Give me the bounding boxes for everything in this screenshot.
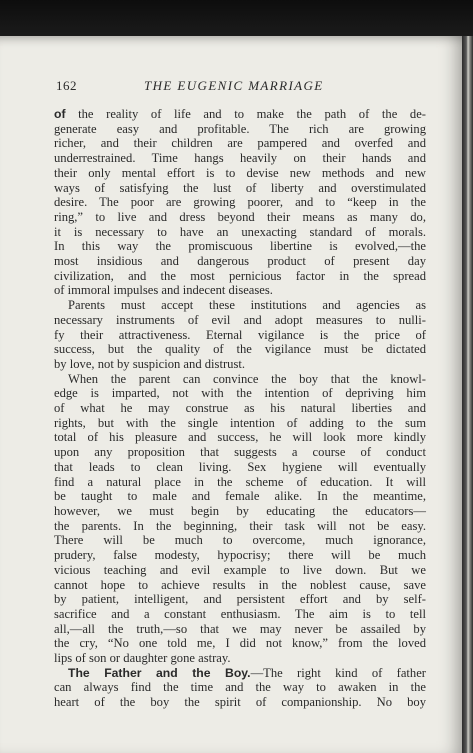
text-line: vicious teaching and evil example to live down. But we bbox=[54, 562, 426, 577]
page-edge-shadow bbox=[462, 36, 473, 753]
text-line: total of his pleasure and success, he will look more kindly bbox=[54, 430, 426, 445]
text-line: civilization, and the most pernicious factor in the spread bbox=[54, 268, 426, 283]
text-line: the parents. In the beginning, their task will not be easy. bbox=[54, 518, 426, 533]
text-line: When the parent can convince the boy that the knowl- bbox=[68, 371, 426, 386]
text-line: desire. The poor are growing poorer, and to “keep in the bbox=[54, 195, 426, 210]
text-line: prudery, false modesty, hypocrisy; there will be much bbox=[54, 548, 426, 563]
page-number: 162 bbox=[56, 78, 77, 93]
text-line: be taught to male and female alike. In the meantime, bbox=[54, 489, 426, 504]
text-line: by love, not by suspicion and distrust. bbox=[54, 356, 245, 371]
text-line: by patient, intelligent, and persistent effort and by self- bbox=[54, 592, 426, 607]
opening-word: of bbox=[54, 107, 66, 121]
text-line bbox=[54, 666, 426, 681]
text-line: upon any proposition that suggests a course of conduct bbox=[54, 445, 426, 460]
text-line: underrestrained. Time hangs heavily on their hands and bbox=[54, 151, 426, 166]
running-head: THE EUGENIC MARRIAGE bbox=[144, 78, 324, 93]
text-line: sacrifice and a constant enthusiasm. The aim is to tell bbox=[54, 606, 426, 621]
text-line: the cry, “No one told me, I did not know,” from the loved bbox=[54, 636, 426, 651]
text-line: edge is imparted, not with the intention of depriving him bbox=[54, 386, 426, 401]
text-line: necessary instruments of evil and adopt measures to nulli- bbox=[54, 312, 426, 327]
text-line: however, we must begin by educating the educators— bbox=[54, 503, 426, 518]
text-line: generate easy and profitable. The rich are growing bbox=[54, 121, 426, 136]
text-line: fy their attractiveness. Eternal vigilance is the price of bbox=[54, 327, 426, 342]
text-line: There will be much to overcome, much ignorance, bbox=[54, 533, 426, 548]
text-line: of immoral impulses and indecent diseases. bbox=[54, 283, 273, 298]
section-subheading: The Father and the Boy. bbox=[68, 665, 251, 680]
text-line: it is necessary to have an unexacting standard of morals. bbox=[54, 224, 426, 239]
text-line: lips of son or daughter gone astray. bbox=[54, 651, 231, 666]
text-line: In this way the promiscuous libertine is evolved,—the bbox=[54, 239, 426, 254]
text-line: find a natural place in the scheme of education. It will bbox=[54, 474, 426, 489]
text-line: most insidious and dangerous product of present day bbox=[54, 254, 426, 269]
text-line: rights, but with the single intention of adding to the sum bbox=[54, 415, 426, 430]
text-line: Parents must accept these institutions and agencies as bbox=[68, 298, 426, 313]
text-line: richer, and their children are pampered and overfed and bbox=[54, 136, 426, 151]
text-line: their only mental effort is to devise new methods and new bbox=[54, 165, 426, 180]
text-line: success, but the quality of the vigilance must be dictated bbox=[54, 342, 426, 357]
line-text: —The right kind of father bbox=[250, 665, 426, 680]
page-header bbox=[56, 78, 424, 98]
text-line bbox=[54, 107, 426, 122]
text-line: ring,” to live and dress beyond their means as many do, bbox=[54, 209, 426, 224]
text-line: can always find the time and the way to awaken in the bbox=[54, 680, 426, 695]
text-line: ways of satisfying the lust of liberty and overstimulated bbox=[54, 180, 426, 195]
text-line: all,—all the truth,—so that we may never be assailed by bbox=[54, 621, 426, 636]
text-line: that leads to clean living. Sex hygiene will eventually bbox=[54, 459, 426, 474]
text-line: heart of the boy the spirit of companionship. No boy bbox=[54, 695, 426, 710]
body-text bbox=[54, 107, 426, 710]
line-text: the reality of life and to make the path of the de- bbox=[65, 107, 426, 121]
text-line: cannot hope to achieve results in the noblest cause, save bbox=[54, 577, 426, 592]
text-line: of what he may construe as his natural liberties and bbox=[54, 401, 426, 416]
